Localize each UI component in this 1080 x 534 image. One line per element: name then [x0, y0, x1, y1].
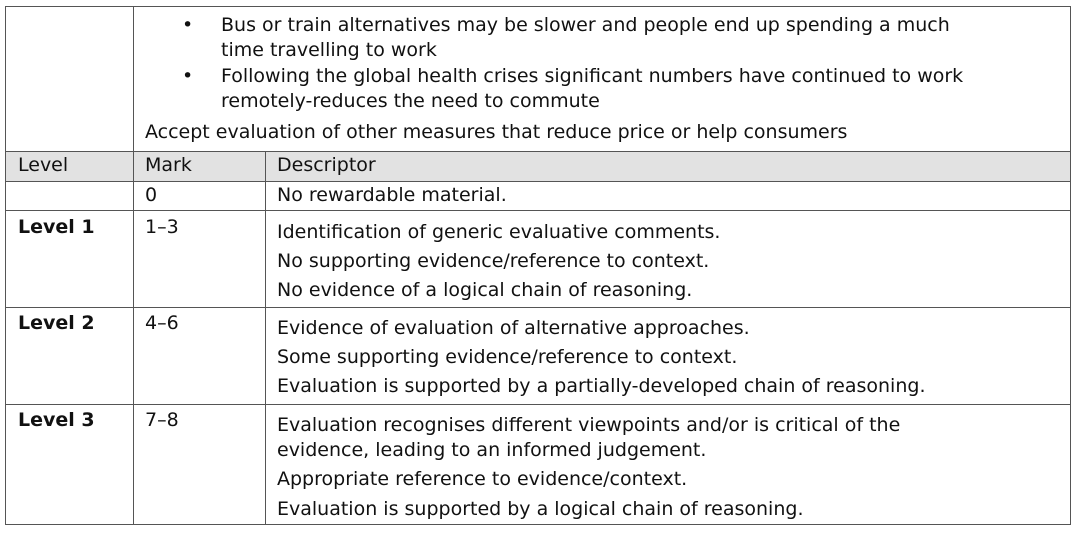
row-3-mark: 7–8: [145, 409, 179, 431]
row-2-descriptor-1: Evidence of evaluation of alternative approaches.: [277, 317, 750, 339]
row-1-descriptor-2: No supporting evidence/reference to context.: [277, 250, 710, 272]
row-3-descriptor-4: Evaluation is supported by a logical chain of reasoning.: [277, 498, 804, 520]
intro-bullet-2-line-2: remotely-reduces the need to commute: [221, 90, 600, 112]
header-descriptor: Descriptor: [277, 154, 376, 176]
intro-note: Accept evaluation of other measures that reduce price or help consumers: [145, 121, 848, 143]
mark-scheme-table: [5, 6, 1071, 525]
row-3-descriptor-3: Appropriate reference to evidence/context.: [277, 468, 688, 490]
column-divider: [133, 7, 134, 524]
row-3-descriptor-2: evidence, leading to an informed judgement.: [277, 439, 707, 461]
row-divider: [6, 307, 1070, 308]
header-level: Level: [18, 154, 69, 176]
bullet-marker: •: [182, 14, 194, 36]
row-1-descriptor-3: No evidence of a logical chain of reasoning.: [277, 279, 693, 301]
row-1-mark: 1–3: [145, 216, 179, 238]
row-divider: [6, 210, 1070, 211]
intro-bullet-2-line-1: Following the global health crises significant numbers have continued to work: [221, 65, 964, 87]
bullet-marker: •: [182, 65, 194, 87]
row-3-descriptor-1: Evaluation recognises different viewpoints and/or is critical of the: [277, 414, 901, 436]
header-mark: Mark: [145, 154, 192, 176]
row-2-descriptor-3: Evaluation is supported by a partially-developed chain of reasoning.: [277, 375, 926, 397]
row-1-level: Level 1: [18, 216, 95, 238]
column-divider: [265, 151, 266, 524]
row-1-descriptor-1: Identification of generic evaluative comments.: [277, 221, 721, 243]
row-0-descriptor: No rewardable material.: [277, 184, 507, 206]
row-2-descriptor-2: Some supporting evidence/reference to context.: [277, 346, 738, 368]
row-divider: [6, 151, 1070, 152]
row-divider: [6, 404, 1070, 405]
intro-bullet-1-line-1: Bus or train alternatives may be slower and people end up spending a much: [221, 14, 950, 36]
row-2-level: Level 2: [18, 312, 95, 334]
row-0-mark: 0: [145, 184, 158, 206]
intro-bullet-1-line-2: time travelling to work: [221, 39, 437, 61]
row-divider: [6, 181, 1070, 182]
row-2-mark: 4–6: [145, 312, 179, 334]
row-3-level: Level 3: [18, 409, 95, 431]
